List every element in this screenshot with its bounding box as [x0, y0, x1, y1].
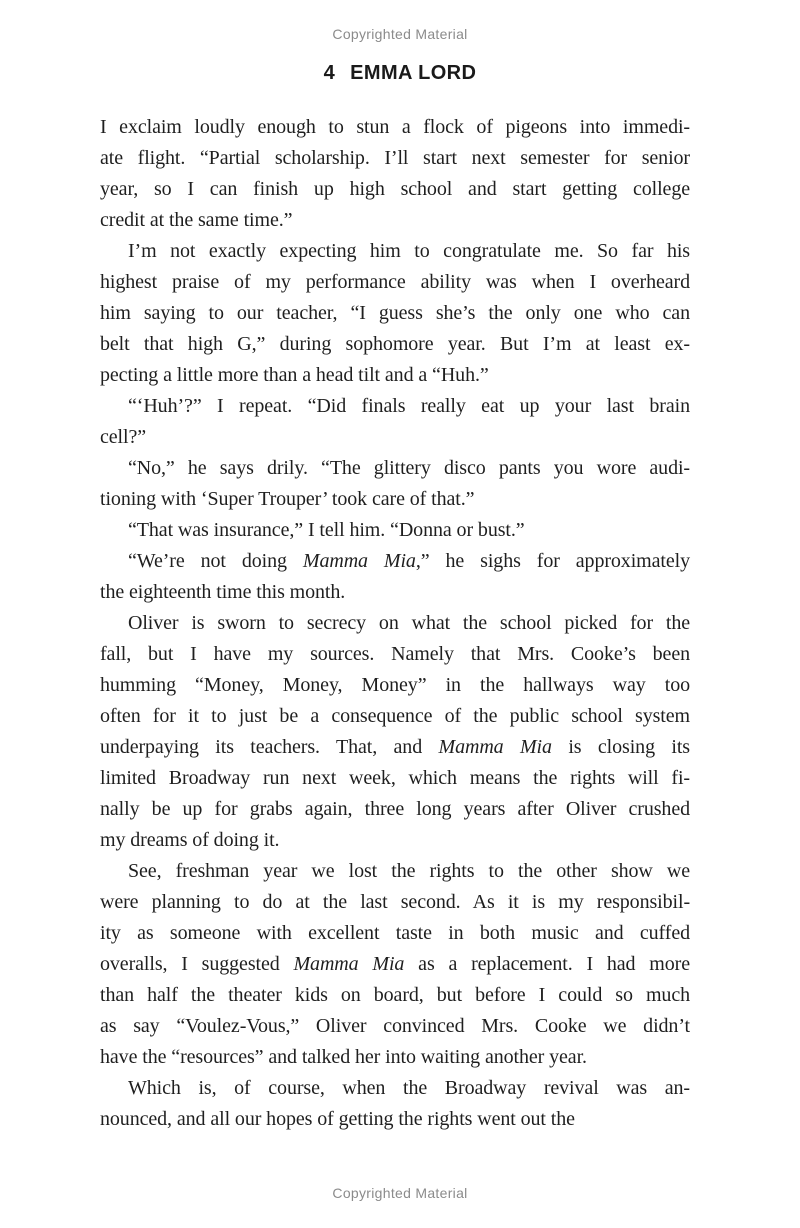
- paragraph: [100, 515, 690, 546]
- text-line: [100, 298, 690, 329]
- italic-text: Mamma Mia: [302, 550, 416, 572]
- text-segment: often for it to just be a consequence of the public school system: [100, 705, 690, 727]
- text-line: [100, 1073, 690, 1104]
- text-line: [100, 546, 690, 577]
- text-line: [100, 267, 690, 298]
- copyright-notice-bottom: Copyrighted Material: [332, 1185, 468, 1201]
- author-name: EMMA LORD: [350, 62, 477, 84]
- text-line: [100, 360, 690, 391]
- text-segment: nally be up for grabs again, three long years after Oliver crushed: [100, 798, 690, 820]
- text-line: [100, 639, 690, 670]
- italic-text: Mamma Mia: [438, 736, 552, 758]
- text-line: [100, 732, 690, 763]
- text-segment: year, so I can finish up high school and start getting college: [100, 178, 690, 200]
- text-segment: I’m not exactly expecting him to congratulate me. So far his: [128, 240, 690, 262]
- text-segment: fall, but I have my sources. Namely that Mrs. Cooke’s been: [100, 643, 690, 665]
- page-body: [100, 112, 690, 1135]
- paragraph: [100, 453, 690, 515]
- paragraph: [100, 1073, 690, 1135]
- text-line: [100, 143, 690, 174]
- text-segment: the eighteenth time this month.: [100, 581, 346, 603]
- text-line: [100, 1011, 690, 1042]
- copyright-notice-top: Copyrighted Material: [332, 26, 468, 42]
- text-line: [100, 515, 690, 546]
- running-head: [0, 62, 800, 85]
- text-segment: I exclaim loudly enough to stun a flock of pigeons into immedi-: [100, 116, 690, 138]
- text-segment: “We’re not doing: [128, 550, 303, 572]
- text-line: [100, 825, 690, 856]
- text-segment: cell?”: [100, 426, 147, 448]
- text-segment: humming “Money, Money, Money” in the hallways way too: [100, 674, 690, 696]
- text-line: [100, 205, 690, 236]
- text-line: [100, 577, 690, 608]
- text-segment: “No,” he says drily. “The glittery disco pants you wore audi-: [128, 457, 690, 479]
- text-segment: Which is, of course, when the Broadway revival was an-: [128, 1077, 690, 1099]
- text-line: [100, 856, 690, 887]
- text-line: [100, 174, 690, 205]
- page-number: 4: [323, 62, 336, 84]
- text-segment: nounced, and all our hopes of getting the rights went out the: [100, 1108, 575, 1130]
- text-line: [100, 484, 690, 515]
- text-line: [100, 608, 690, 639]
- text-segment: belt that high G,” during sophomore year. But I’m at least ex-: [100, 333, 690, 355]
- text-line: [100, 391, 690, 422]
- text-segment: Oliver is sworn to secrecy on what the school picked for the: [128, 612, 690, 634]
- paragraph: [100, 856, 690, 1073]
- paragraph: [100, 391, 690, 453]
- paragraph: [100, 546, 690, 608]
- text-line: [100, 794, 690, 825]
- text-line: [100, 701, 690, 732]
- text-line: [100, 980, 690, 1011]
- italic-text: Mamma Mia: [293, 953, 405, 975]
- text-line: [100, 670, 690, 701]
- text-line: [100, 329, 690, 360]
- text-segment: pecting a little more than a head tilt and a “Huh.”: [100, 364, 489, 386]
- text-segment: overalls, I suggested: [100, 953, 294, 975]
- text-segment: as say “Voulez-Vous,” Oliver convinced Mrs. Cooke we didn’t: [100, 1015, 690, 1037]
- text-segment: my dreams of doing it.: [100, 829, 280, 851]
- text-segment: “That was insurance,” I tell him. “Donna or bust.”: [128, 519, 525, 541]
- text-line: [100, 887, 690, 918]
- text-segment: ,” he sighs for approximately: [415, 550, 690, 572]
- text-line: [100, 1042, 690, 1073]
- text-segment: “‘Huh’?” I repeat. “Did finals really eat up your last brain: [128, 395, 690, 417]
- text-line: [100, 949, 690, 980]
- text-segment: highest praise of my performance ability was when I overheard: [100, 271, 690, 293]
- text-line: [100, 1104, 690, 1135]
- text-segment: underpaying its teachers. That, and: [100, 736, 439, 758]
- text-line: [100, 112, 690, 143]
- text-segment: as a replacement. I had more: [404, 953, 690, 975]
- paragraph: [100, 608, 690, 856]
- text-segment: See, freshman year we lost the rights to the other show we: [128, 860, 690, 882]
- text-line: [100, 236, 690, 267]
- text-segment: ate flight. “Partial scholarship. I’ll start next semester for senior: [100, 147, 690, 169]
- text-line: [100, 422, 690, 453]
- text-segment: is closing its: [551, 736, 690, 758]
- text-segment: limited Broadway run next week, which means the rights will fi-: [100, 767, 690, 789]
- text-segment: tioning with ‘Super Trouper’ took care of that.”: [100, 488, 475, 510]
- text-segment: credit at the same time.”: [100, 209, 293, 231]
- text-segment: were planning to do at the last second. As it is my responsibil-: [100, 891, 690, 913]
- text-segment: ity as someone with excellent taste in both music and cuffed: [100, 922, 690, 944]
- text-segment: have the “resources” and talked her into waiting another year.: [100, 1046, 587, 1068]
- text-line: [100, 918, 690, 949]
- paragraph: [100, 236, 690, 391]
- text-segment: than half the theater kids on board, but before I could so much: [100, 984, 690, 1006]
- text-line: [100, 763, 690, 794]
- paragraph: [100, 112, 690, 236]
- text-line: [100, 453, 690, 484]
- text-segment: him saying to our teacher, “I guess she’s the only one who can: [100, 302, 690, 324]
